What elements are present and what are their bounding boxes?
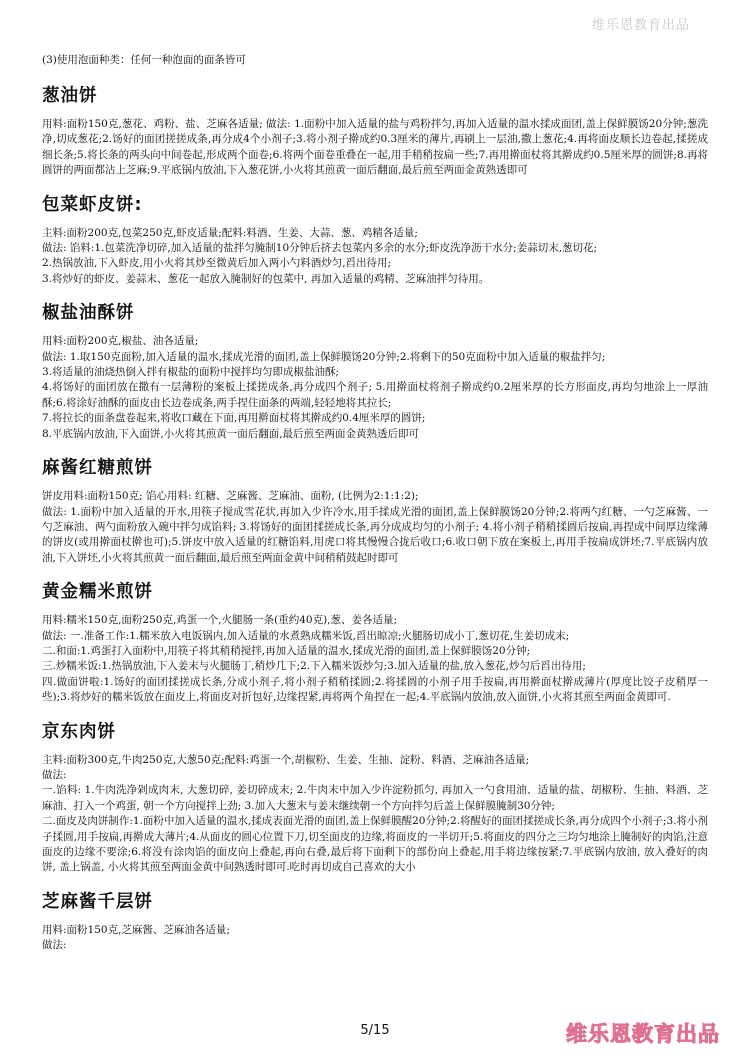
recipe-paragraph: 7.将拉长的面条盘卷起来,将收口藏在下面,再用擀面杖将其擀成约0.4厘米厚的圆饼;: [42, 412, 426, 425]
recipe-paragraph: 3.将适量的油烧热倒入拌有椒盐的面粉中搅拌均匀即成椒盐油酥;: [42, 366, 340, 379]
recipe-paragraph: 饼皮用料:面粉150克; 馅心用料: 红糖、芝麻酱、芝麻油、面粉, (比例为2:1:1:2);: [42, 490, 419, 503]
recipe-section: [42, 82, 708, 179]
recipe-paragraph: 二.面皮及肉饼制作:1.面粉中加入适量的温水,揉成表面光滑的面团,盖上保鲜膜醒20分钟;2.将醒好的面团揉搓成长条,再分成四个小剂子;3.将小剂子揉圆,用手按扁,再擀成大薄片;4.从面皮的圆心位置下刀,切至面皮的边缘,将面皮的一半切开;5.将面皮的四分之三均匀地涂上腌制好的肉馅,注意面皮的边缘不要涂;6.将没有涂肉馅的面皮向上叠起,再向右叠,最后将下面剩下的部份向上叠起,用手将边缘按紧;7.平底锅内放油, 放入叠好的肉饼, 盖上锅盖, 小火将其煎至两面金黄中间熟透时即可.吃时再切成自己喜欢的大小: [42, 815, 708, 874]
recipe-paragraph: 做法: 1.取150克面粉,加入适量的温水,揉成光滑的面团,盖上保鲜膜饧20分钟;2.将剩下的50克面粉中加入适量的椒盐拌匀;: [42, 350, 606, 363]
recipe-title: 芝麻酱千层饼: [42, 891, 153, 912]
page-number: 5/15: [360, 1023, 390, 1038]
recipe-section: [42, 888, 708, 954]
recipe-section: [42, 454, 708, 566]
recipe-paragraph: 一.馅料: 1.牛肉洗净剁成肉末, 大葱切碎, 姜切碎成末; 2.牛肉末中加入少许淀粉抓匀, 再加入一勺食用油、适量的盐、胡椒粉、生抽、料酒、芝麻油、打入一个鸡蛋, 朝一个方向搅拌上劲; 3.加入大葱末与姜末继续朝一个方向拌匀后盖上保鲜膜腌制30分钟;: [42, 784, 708, 812]
recipe-paragraph: 主料:面粉200克,包菜250克,虾皮适量;配料:料酒、生姜、大蒜、葱、鸡精各适量;: [42, 226, 418, 239]
recipe-title: 椒盐油酥饼: [42, 303, 135, 324]
recipe-section: [42, 299, 708, 442]
recipe-title: 黄金糯米煎饼: [42, 582, 153, 603]
recipe-paragraph: 2.热锅放油,下入虾皮,用小火将其炒至微黄后加入两小勺料酒炒匀,舀出待用;: [42, 257, 392, 270]
recipe-title: 包菜虾皮饼:: [42, 194, 143, 215]
recipe-paragraph: 四.做面饼啦:1.饧好的面团揉搓成长条,分成小剂子,将小剂子稍稍揉圆;2.将揉圆的小剂子用手按扁,再用擀面杖擀成薄片(厚度比饺子皮稍厚一些);3.将炒好的糯米饭放在面皮上,将面皮对折包好,边缘捏紧,再将两个角捏在一起;4.平底锅内放油,放入面饼,小火将其煎至两面金黄即可.: [42, 675, 708, 704]
recipe-paragraph: 8.平底锅内放油,下入面饼,小火将其煎黄一面后翻面,最后煎至两面金黄熟透后即可: [42, 427, 420, 440]
recipe-title: 葱油饼: [42, 86, 98, 106]
recipe-paragraph: 二.和面:1.鸡蛋打入面粉中,用筷子将其稍稍搅拌,再加入适量的温水,揉成光滑的面团,盖上保鲜膜饧20分钟;: [42, 644, 531, 657]
recipe-title: 京东肉饼: [42, 721, 116, 742]
intro-line: (3)使用泡面种类：任何一种泡面的面条皆可: [42, 54, 246, 66]
recipe-paragraph: 用料:面粉200克,椒盐、油各适量;: [42, 335, 199, 348]
recipe-title: 麻酱红糖煎饼: [42, 458, 153, 479]
recipe-section: [42, 718, 708, 876]
recipe-list: [42, 72, 708, 966]
recipe-paragraph: 做法:: [42, 768, 67, 781]
recipe-section: [42, 578, 708, 705]
recipe-paragraph: 用料:糯米150克,面粉250克,鸡蛋一个,火腿肠一条(重约40克),葱、姜各适量;: [42, 614, 398, 627]
recipe-paragraph: 4.将饧好的面团放在撒有一层薄粉的案板上揉搓成条,再分成四个剂子; 5.用擀面杖将剂子擀成约0.2厘米厚的长方形面皮,再均匀地涂上一厚油酥;6.将涂好油酥的面皮由长边卷成条,两手捏住面条的两端,轻轻地将其拉长;: [42, 381, 708, 409]
watermark-top: 维乐恩教育出品: [591, 18, 690, 33]
recipe-paragraph: 做法: 一.准备工作:1.糯米放入电饭锅内,加入适量的水煮熟成糯米饭,舀出晾凉;火腿肠切成小丁,葱切花,生姜切成末;: [42, 629, 570, 642]
recipe-section: [42, 191, 708, 288]
recipe-paragraph: 三.炒糯米饭:1.热锅放油,下入姜末与火腿肠丁,稍炒几下;2.下入糯米饭炒匀;3.加入适量的盐,放入葱花,炒匀后舀出待用;: [42, 660, 586, 673]
recipe-paragraph: 用料:面粉150克,芝麻酱、芝麻油各适量;: [42, 923, 230, 936]
recipe-paragraph: 用料:面粉150克,葱花、鸡粉、盐、芝麻各适量; 做法: 1.面粉中加入适量的盐与鸡粉拌匀,再加入适量的温水揉成面团,盖上保鲜膜饧20分钟;葱洗净,切成葱花;2.饧好的面团搓搓成条,再分成4个小剂子;3.将小剂子擀成约0.3厘米的薄片,再刷上一层油,撒上葱花;4.再将面皮顺长边卷起,揉搓成细长条;5.将长条的两头向中间卷起,形成两个面卷;6.将两个面卷重叠在一起,用手稍稍按扁一些;7.再用擀面杖将其擀成约0.5厘米厚的圆饼;8.再将圆饼的两面都沾上芝麻;9.平底锅内放油,下入葱花饼,小火将其煎黄一面后翻面,最后煎至两面金黄熟透即可: [42, 118, 708, 177]
recipe-paragraph: 主料:面粉300克,牛肉250克,大葱50克;配料:鸡蛋一个,胡椒粉、生姜、生抽、淀粉、料酒、芝麻油各适量;: [42, 753, 530, 766]
recipe-paragraph: 3.将炒好的虾皮、姜蒜末、葱花一起放入腌制好的包菜中, 再加入适量的鸡精、芝麻油拌匀待用。: [42, 272, 490, 285]
recipe-paragraph: 做法: 馅料:1.包菜洗净切碎,加入适量的盐拌匀腌制10分钟后挤去包菜内多余的水分;虾皮洗净沥干水分;姜蒜切末,葱切花;: [42, 242, 598, 255]
recipe-paragraph: 做法:: [42, 939, 67, 952]
recipe-paragraph: 做法: 1.面粉中加入适量的开水,用筷子搅成雪花状,再加入少许冷水,用手揉成光滑的面团,盖上保鲜膜饧20分钟;2.将两勺红糖、一勺芝麻酱、一勺芝麻油、两勺面粉放入碗中拌匀成馅料; 3.将饧好的面团揉搓成长条,再分成成均匀的小剂子; 4.将小剂子稍稍揉圆后按扁,再捏成中间厚边缘薄的饼皮(或用擀面杖擀也可);5.饼皮中放入适量的红糖馅料,用虎口将其慢慢合拢后收口;6.收口朝下放在案板上,再用手按扁成饼坯;7.平底锅内放油,下入饼坯,小火将其煎黄一面后翻面,最后煎至两面金黄中间稍稍鼓起时即可: [42, 505, 708, 564]
watermark-bottom: 维乐恩教育出品: [566, 1022, 720, 1046]
